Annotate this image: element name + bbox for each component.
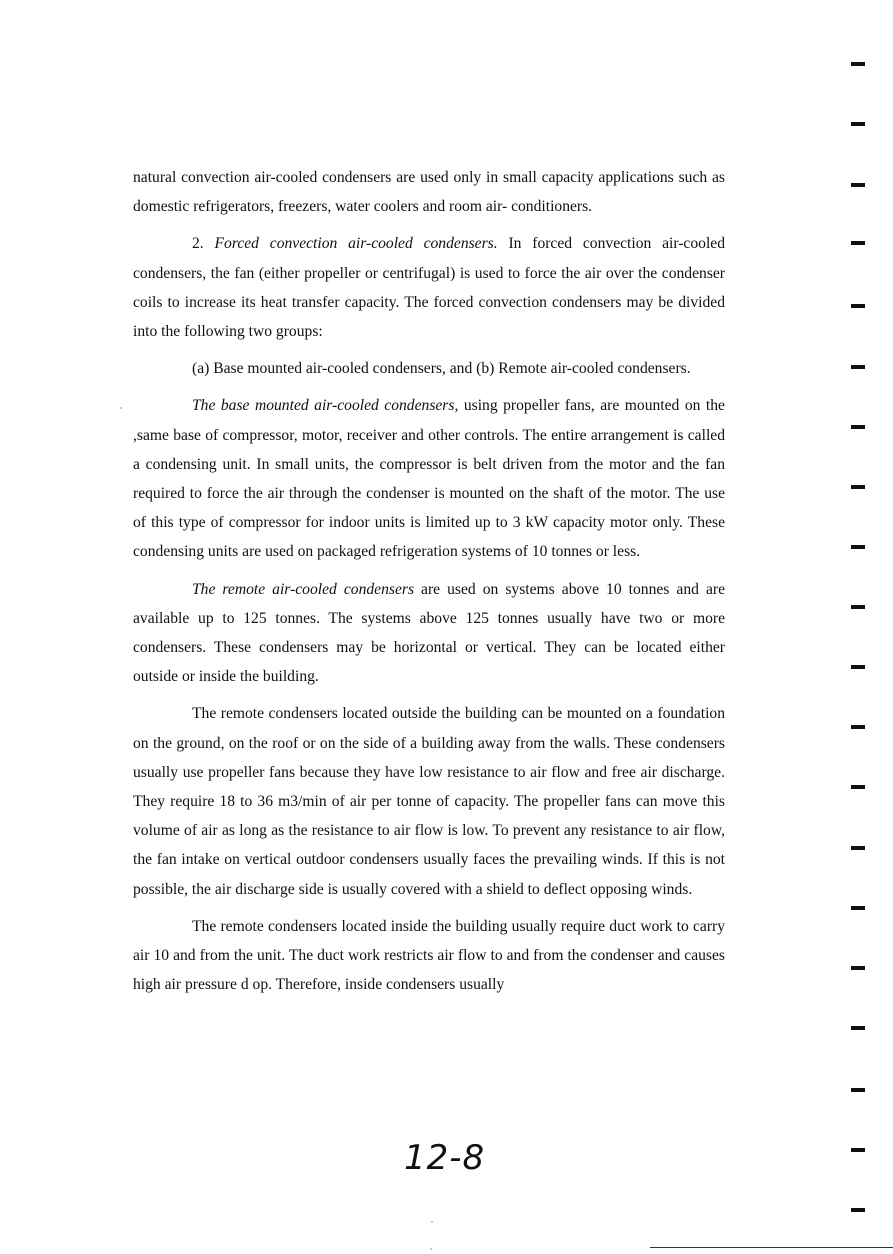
paragraph-text: natural convection air-cooled condensers are used only in small capacity applications such as domestic refrigerators, freezers, water coolers and room air- conditioners. [133,169,725,216]
scan-edge-mark [851,241,865,245]
paragraph-p7 [133,912,725,1000]
scan-edge-mark [851,1026,865,1030]
paragraph-text: In forced convection air-cooled condensers, the fan (either propeller or centrifugal) is used to force the air over the condenser coils to increase its heat transfer capacity. The forced convection condensers may be divided into the following two groups: [133,235,726,341]
scan-edge-mark [851,122,865,126]
italic-term: The base mounted air-cooled condensers, [192,397,459,415]
paragraph-p5 [133,575,725,692]
paragraph-p2 [133,229,725,346]
scan-edge-mark [851,725,865,729]
paragraph-text: (a) Base mounted air-cooled condensers, and (b) Remote air-cooled condensers. [192,360,691,378]
scan-edge-mark [851,846,865,850]
scan-edge-mark [851,605,865,609]
scan-edge-mark [851,906,865,910]
scan-speck [120,407,122,409]
page-number-text: 12-8 [404,1138,486,1178]
paragraph-text: 2. [192,235,215,253]
scan-speck [430,1248,432,1250]
scan-edge-mark [851,1208,865,1212]
scan-edge-mark [851,425,865,429]
paragraph-p3 [133,354,725,383]
paragraph-text: The remote condensers located outside the building can be mounted on a foundation on the ground, on the roof or on the side of a building away from the walls. These condensers usually use propeller fans because they have low resistance to air flow and free air discharge. They require 18 to 36 m3/min of air per tonne of capacity. The propeller fans can move this volume of air as long as the resistance to air flow is low. To prevent any resistance to air flow, the fan intake on vertical outdoor condensers usually faces the prevailing winds. If this is not possible, the air discharge side is usually covered with a shield to deflect opposing winds. [133,705,725,898]
scan-edge-mark [851,785,865,789]
scan-edge-mark [851,545,865,549]
document-body [133,163,725,1007]
paragraph-text: The remote condensers located inside the building usually require duct work to carry air 10 and from the unit. The duct work restricts air flow to and from the condenser and causes high air pressure d op. Therefore, inside condensers usually [133,917,725,994]
italic-term: Forced convection air-cooled condensers. [214,235,498,253]
paragraph-text: using propeller fans, are mounted on the ,same base of compressor, motor, receiver and other controls. The entire arrangement is called a condensing unit. In small units, the compressor is belt driven from the motor and the fan required to force the air through the condenser is mounted on the shaft of the motor. The use of this type of compressor for indoor units is limited up to 3 kW capacity motor only. These condensing units are used on packaged refrigeration systems of 10 tonnes or less. [133,397,725,561]
paragraph-p4 [133,391,725,566]
scan-edge-mark [851,62,865,66]
paragraph-p6 [133,699,725,903]
paragraph-text: are used on systems above 10 tonnes and are available up to 125 tonnes. The systems above 125 tonnes usually have two or more condensers. These condensers may be horizontal or vertical. They can be located either outside or inside the building. [133,580,725,686]
scan-edge-mark [851,183,865,187]
bottom-edge-rule [650,1247,893,1248]
scan-edge-mark [851,485,865,489]
scan-edge-mark [851,1148,865,1152]
paragraph-p1 [133,163,725,221]
scan-edge-mark [851,966,865,970]
scan-edge-mark [851,365,865,369]
italic-term: The remote air-cooled condensers [192,580,415,598]
scan-edge-mark [851,1088,865,1092]
handwritten-page-number [404,1138,494,1188]
scan-edge-mark [851,665,865,669]
scan-speck [431,1221,433,1223]
scan-edge-mark [851,304,865,308]
